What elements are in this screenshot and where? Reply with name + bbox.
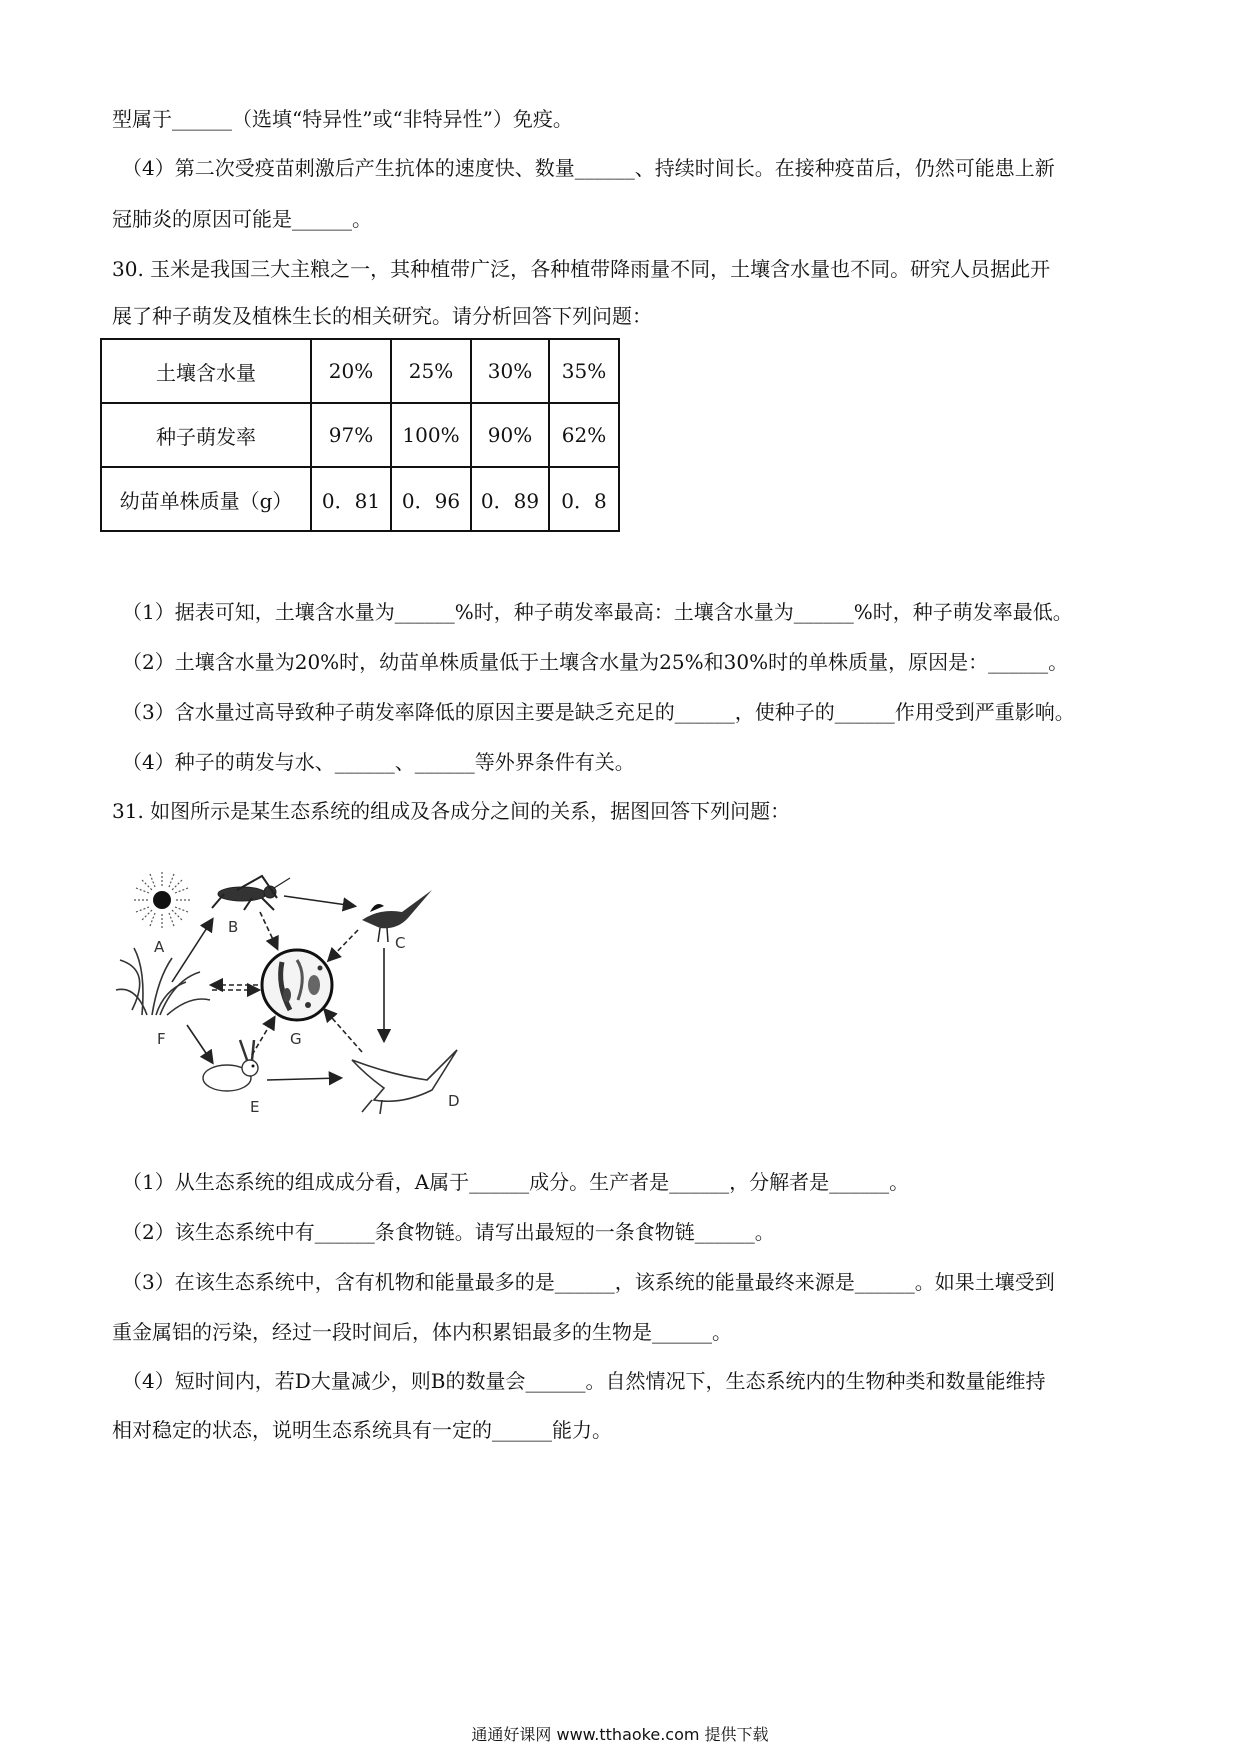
table-cell: 0．8 [549,467,619,531]
table-row-header: 幼苗单株质量（g） [101,467,311,531]
label-b: B [228,918,239,936]
table-row [101,339,619,403]
grasshopper-icon [212,876,290,910]
text-line: 型属于______（选填“特异性”或“非特异性”）免疫。 [112,107,573,131]
question-31-part: （3）在该生态系统中，含有机物和能量最多的是______，该系统的能量最终来源是______。如果土壤受到 [122,1270,1055,1294]
label-d: D [448,1092,460,1110]
sun-icon [134,872,190,928]
table-row-header: 种子萌发率 [101,403,311,467]
table-cell: 97% [311,403,391,467]
footer-source: 通通好课网 www.tthaoke.com 提供下载 [471,1725,769,1744]
question-30-part: （1）据表可知，土壤含水量为______%时，种子萌发率最高：土壤含水量为______%时，种子萌发率最低。 [122,600,1073,624]
table-cell: 0．89 [471,467,549,531]
question-30-part: （4）种子的萌发与水、______、______等外界条件有关。 [122,750,635,774]
table-cell: 0．81 [311,467,391,531]
question-31-part: 重金属铝的污染，经过一段时间后，体内积累铝最多的生物是______。 [112,1320,732,1344]
table-cell: 20% [311,339,391,403]
question-31-part: （4）短时间内，若D大量减少，则B的数量会______。自然情况下，生态系统内的生物种类和数量能维持 [122,1369,1046,1393]
eagle-icon [352,1050,457,1114]
label-f: F [157,1030,166,1048]
question-31-stem: 31. 如图所示是某生态系统的组成及各成分之间的关系，据图回答下列问题： [112,799,791,823]
label-g: G [290,1030,302,1048]
table-row-header: 土壤含水量 [101,339,311,403]
table-cell: 0．96 [391,467,471,531]
table-cell: 90% [471,403,549,467]
label-c: C [395,934,406,952]
label-a: A [154,938,165,956]
grass-icon [116,948,210,1015]
question-30-stem: 30. 玉米是我国三大主粮之一，其种植带广泛，各种植带降雨量不同，土壤含水量也不同。研究人员据此开 [112,257,1051,281]
table-row [101,467,619,531]
table-cell: 35% [549,339,619,403]
question-31-part: 相对稳定的状态，说明生态系统具有一定的______能力。 [112,1418,612,1442]
question-30-part: （3）含水量过高导致种子萌发率降低的原因主要是缺乏充足的______，使种子的______作用受到严重影响。 [122,700,1075,724]
table-cell: 30% [471,339,549,403]
text-line: （4）第二次受疫苗刺激后产生抗体的速度快、数量______、持续时间长。在接种疫苗后，仍然可能患上新 [122,156,1055,180]
question-30-stem: 展了种子萌发及植株生长的相关研究。请分析回答下列问题： [112,304,652,328]
table-row [101,403,619,467]
question-30-part: （2）土壤含水量为20%时，幼苗单株质量低于土壤含水量为25%和30%时的单株质量，原因是：______。 [122,650,1069,674]
table-cell: 100% [391,403,471,467]
soil-water-table [100,338,620,532]
text-line: 冠肺炎的原因可能是______。 [112,207,372,231]
rabbit-icon [203,1040,258,1091]
question-31-part: （2）该生态系统中有______条食物链。请写出最短的一条食物链______。 [122,1220,775,1244]
table-cell: 25% [391,339,471,403]
table-cell: 62% [549,403,619,467]
question-31-part: （1）从生态系统的组成成分看，A属于______成分。生产者是______，分解者是______。 [122,1170,910,1194]
label-e: E [250,1098,260,1116]
ecosystem-diagram [112,850,532,1130]
microorganism-icon [262,950,332,1020]
